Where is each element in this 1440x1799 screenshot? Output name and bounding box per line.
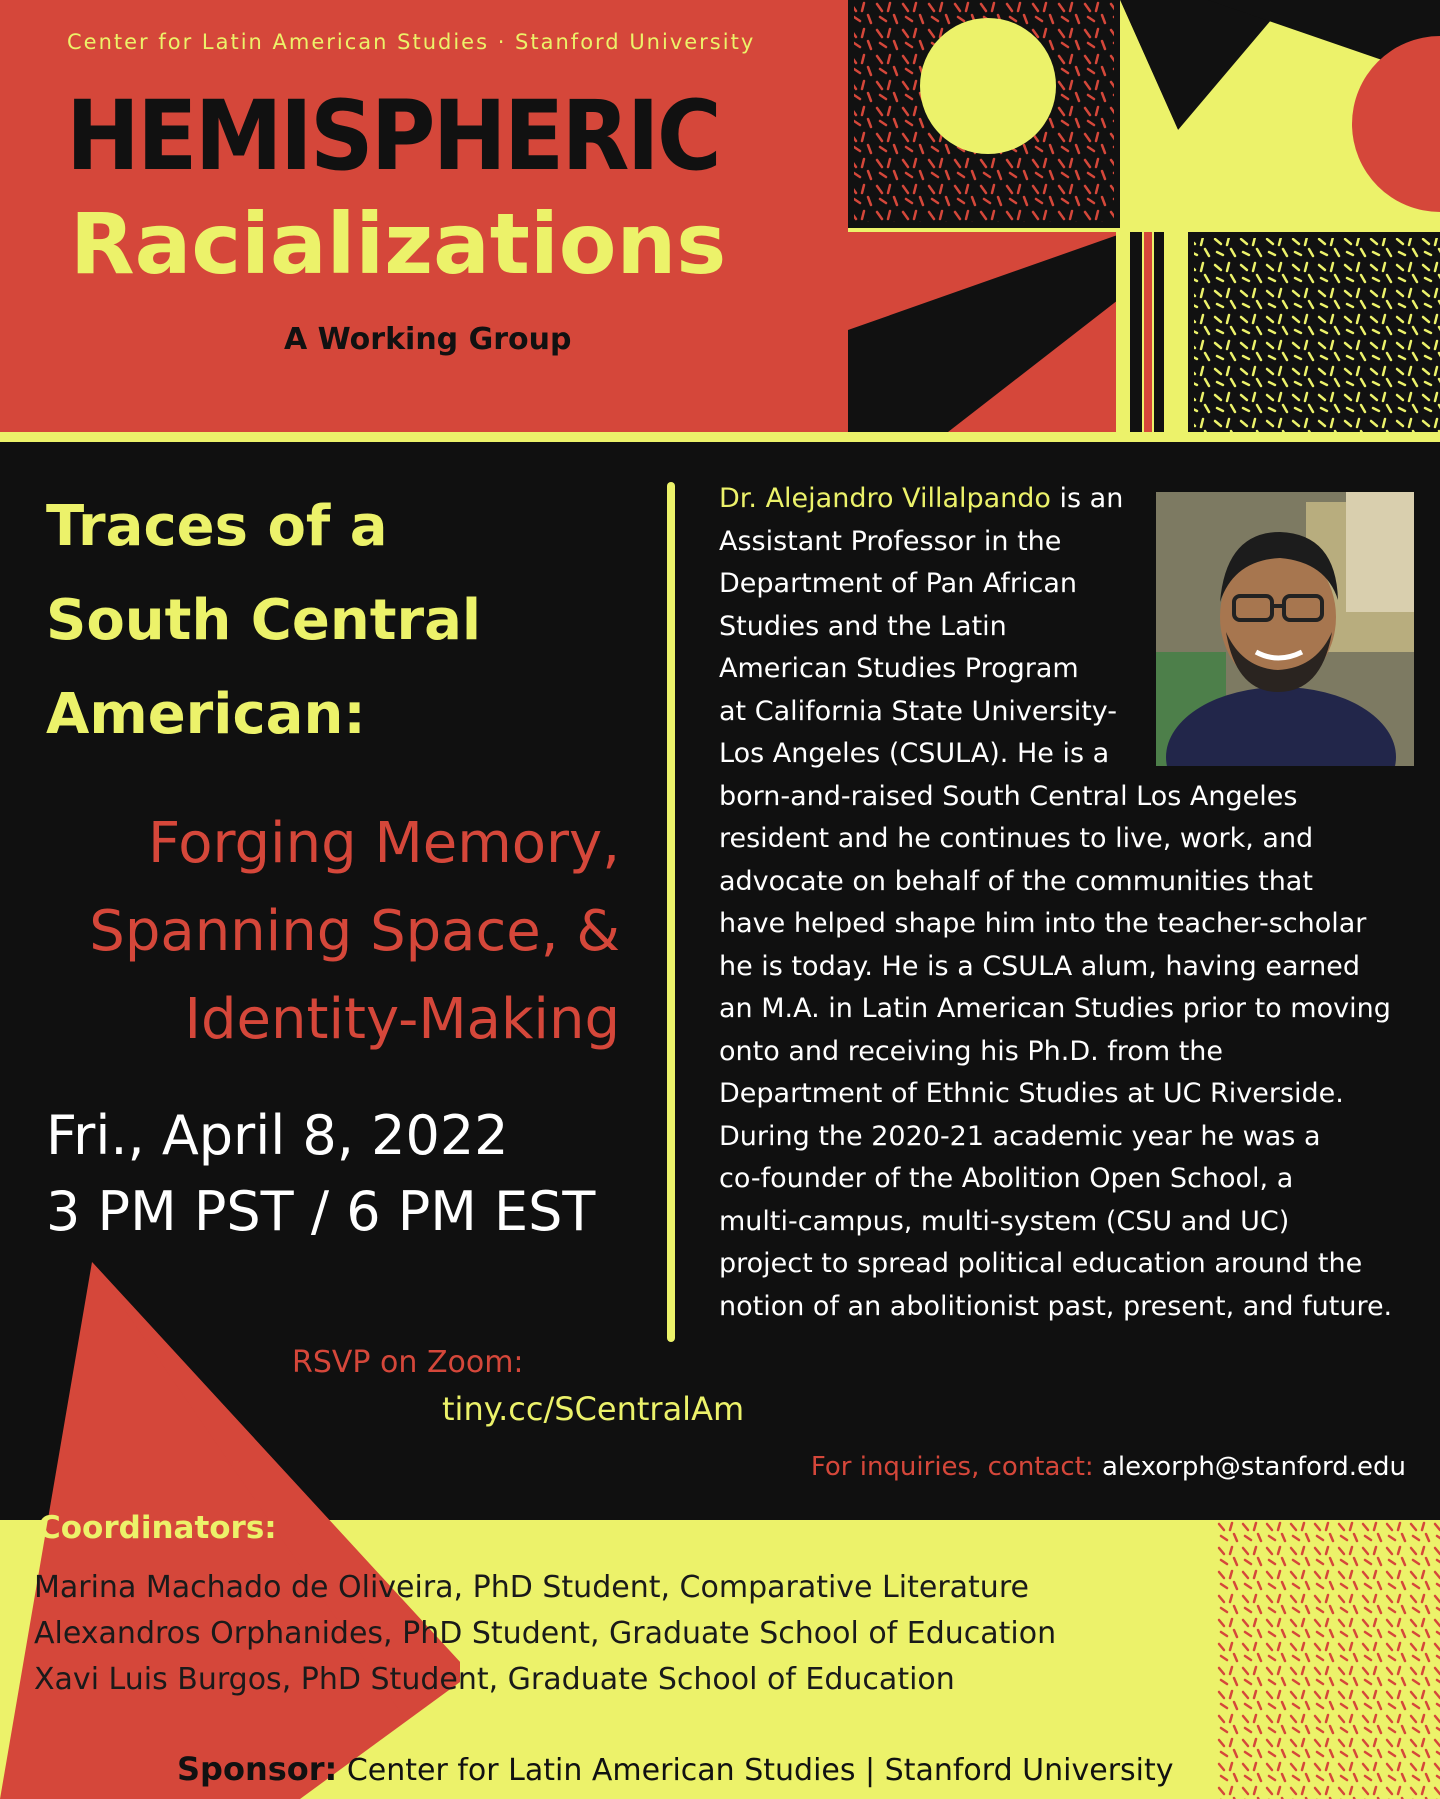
geometric-art — [848, 0, 1440, 432]
bio-line: he is today. He is a CSULA alum, having earned — [719, 950, 1361, 982]
talk-subtitle-line: Spanning Space, & — [89, 899, 620, 964]
bio-line: Studies and the Latin — [719, 610, 1007, 642]
bio-line: Los Angeles (CSULA). He is a — [719, 738, 1110, 769]
rsvp-link[interactable]: tiny.cc/SCentralAm — [442, 1390, 745, 1428]
talk-subtitle-line: Forging Memory, — [147, 811, 620, 876]
sponsor-text: Center for Latin American Studies | Stanford University — [337, 1753, 1174, 1788]
coordinator-role: PhD Student, Graduate School of Education — [392, 1616, 1057, 1651]
sponsor-line — [177, 1750, 1174, 1788]
bio-line: project to spread political education around the — [719, 1248, 1363, 1279]
sponsor-label: Sponsor: — [177, 1750, 338, 1788]
inquiry-email[interactable]: alexorph@stanford.edu — [1101, 1452, 1406, 1482]
bio-line: notion of an abolitionist past, present, and future. — [719, 1290, 1393, 1322]
bio-line: onto and receiving his Ph.D. from the — [719, 1035, 1224, 1067]
inquiry-contact — [811, 1452, 1406, 1482]
coordinators-list — [34, 1565, 1056, 1703]
bio-line: advocate on behalf of the communities that — [719, 865, 1313, 897]
vertical-divider — [667, 482, 675, 1342]
coordinator-row — [34, 1565, 1056, 1611]
coordinators-heading: Coordinators: — [38, 1510, 277, 1546]
talk-title-line: South Central — [46, 588, 482, 653]
bio-line: multi-campus, multi-system (CSU and UC) — [719, 1205, 1290, 1237]
series-title: HEMISPHERIC — [66, 80, 719, 192]
separator-band — [0, 432, 1440, 442]
dotted-pattern — [1216, 1520, 1440, 1799]
talk-title — [46, 480, 646, 762]
speaker-bio — [719, 478, 1419, 1328]
talk-subtitle — [89, 800, 620, 1064]
talk-title-line: American: — [46, 682, 366, 747]
coordinator-row — [34, 1611, 1056, 1657]
coordinator-name: Alexandros Orphanides, — [34, 1616, 393, 1651]
bio-line: Assistant Professor in the — [719, 525, 1062, 557]
organizer-line: Center for Latin American Studies · Stanford University — [67, 30, 756, 54]
coordinator-name: Marina Machado de Oliveira, — [34, 1570, 464, 1605]
coordinator-role: PhD Student, Comparative Literature — [463, 1570, 1029, 1605]
coordinator-role: PhD Student, Graduate School of Education — [291, 1662, 955, 1697]
rsvp-label: RSVP on Zoom: — [292, 1345, 524, 1380]
bio-line: Department of Pan African — [719, 568, 1078, 599]
coordinator-name: Xavi Luis Burgos, — [34, 1662, 292, 1697]
bio-text: is an — [1050, 483, 1124, 514]
bio-line — [719, 478, 1419, 521]
bio-line: at California State University- — [719, 695, 1118, 727]
speaker-name: Dr. Alejandro Villalpando — [719, 483, 1051, 514]
series-title-secondary: Racializations — [70, 195, 727, 293]
inquiry-label: For inquiries, contact: — [810, 1452, 1102, 1482]
bio-line: an M.A. in Latin American Studies prior to moving — [719, 993, 1391, 1024]
event-datetime — [46, 1098, 595, 1250]
coordinator-row — [34, 1657, 1056, 1703]
bio-line: resident and he continues to live, work, and — [719, 823, 1314, 854]
bio-line: American Studies Program — [719, 653, 1079, 684]
bio-line: Department of Ethnic Studies at UC Riverside. — [719, 1078, 1344, 1109]
bio-line: During the 2020-21 academic year he was a — [719, 1120, 1321, 1152]
series-tagline: A Working Group — [284, 322, 572, 357]
talk-subtitle-line: Identity-Making — [184, 987, 620, 1052]
event-date: Fri., April 8, 2022 — [46, 1104, 509, 1167]
bio-line: co-founder of the Abolition Open School, a — [719, 1163, 1294, 1194]
talk-title-line: Traces of a — [46, 494, 388, 559]
event-time: 3 PM PST / 6 PM EST — [46, 1180, 596, 1243]
bio-line: born-and-raised South Central Los Angeles — [719, 780, 1298, 812]
bio-line: have helped shape him into the teacher-scholar — [719, 908, 1367, 939]
